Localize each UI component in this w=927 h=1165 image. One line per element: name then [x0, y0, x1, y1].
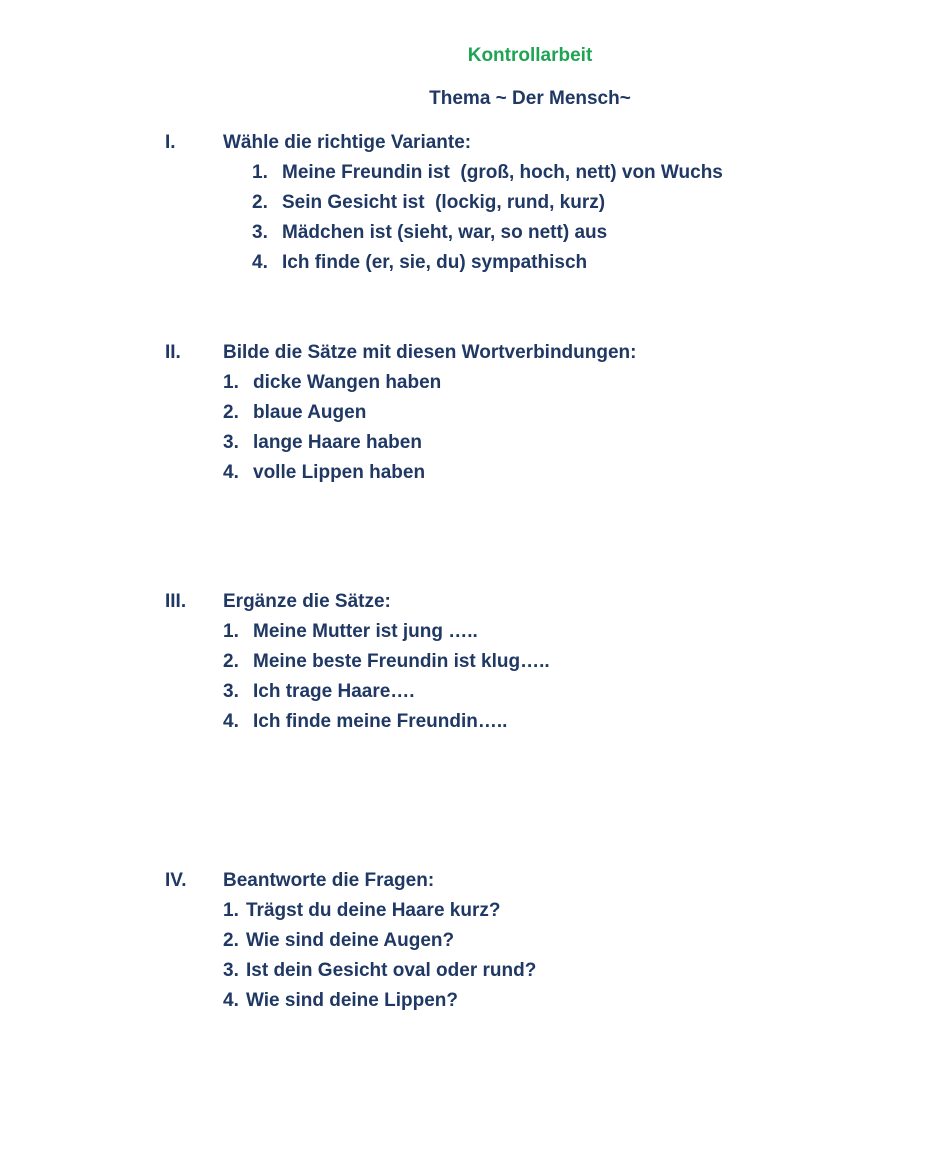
list-item — [223, 428, 441, 458]
page-title: Kontrollarbeit — [467, 45, 593, 66]
item-text: Meine beste Freundin ist klug….. — [253, 651, 550, 672]
section-numeral: I. — [165, 132, 176, 153]
item-text: Trägst du deine Haare kurz? — [246, 900, 501, 921]
list-item — [223, 617, 550, 647]
list-item — [223, 986, 536, 1016]
section-item-list — [223, 368, 441, 488]
item-number: 2. — [223, 402, 239, 423]
section-item-list — [223, 896, 536, 1016]
list-item — [223, 926, 536, 956]
list-item — [223, 707, 550, 737]
item-number: 2. — [223, 930, 239, 951]
list-item — [252, 188, 723, 218]
list-item — [252, 158, 723, 188]
section-item-list — [252, 158, 723, 278]
item-text: volle Lippen haben — [253, 462, 426, 483]
section-numeral: IV. — [165, 870, 187, 891]
list-item — [223, 677, 550, 707]
section-heading: Bilde die Sätze mit diesen Wortverbindungen: — [223, 342, 637, 363]
item-number: 1. — [223, 900, 239, 921]
section-numeral: III. — [165, 591, 187, 612]
item-number: 2. — [252, 192, 268, 213]
item-number: 3. — [223, 432, 239, 453]
section-heading: Beantworte die Fragen: — [223, 870, 435, 891]
item-text: Mädchen ist (sieht, war, so nett) aus — [282, 222, 608, 243]
item-text: Wie sind deine Lippen? — [246, 990, 459, 1011]
item-number: 3. — [252, 222, 268, 243]
item-text: Wie sind deine Augen? — [246, 930, 455, 951]
section-item-list — [223, 617, 550, 737]
item-text: Meine Mutter ist jung ….. — [253, 621, 478, 642]
item-text: Ich finde meine Freundin….. — [253, 711, 508, 732]
item-text: lange Haare haben — [253, 432, 422, 453]
item-number: 4. — [252, 252, 268, 273]
list-item — [223, 896, 536, 926]
list-item — [223, 368, 441, 398]
list-item — [252, 248, 723, 278]
item-text: Ich trage Haare…. — [253, 681, 415, 702]
item-number: 1. — [252, 162, 268, 183]
item-text: Sein Gesicht ist (lockig, rund, kurz) — [282, 192, 606, 213]
section-heading: Wähle die richtige Variante: — [223, 132, 472, 153]
section-heading: Ergänze die Sätze: — [223, 591, 391, 612]
list-item — [252, 218, 723, 248]
page-subtitle: Thema ~ Der Mensch~ — [429, 88, 631, 109]
item-text: Ich finde (er, sie, du) sympathisch — [282, 252, 588, 273]
item-number: 4. — [223, 711, 239, 732]
list-item — [223, 647, 550, 677]
list-item — [223, 398, 441, 428]
item-number: 1. — [223, 621, 239, 642]
list-item — [223, 458, 441, 488]
item-number: 4. — [223, 462, 239, 483]
item-number: 2. — [223, 651, 239, 672]
item-text: blaue Augen — [253, 402, 367, 423]
section-numeral: II. — [165, 342, 181, 363]
item-text: dicke Wangen haben — [253, 372, 442, 393]
item-text: Meine Freundin ist (groß, hoch, nett) von Wuchs — [282, 162, 723, 183]
item-number: 1. — [223, 372, 239, 393]
item-number: 4. — [223, 990, 239, 1011]
list-item — [223, 956, 536, 986]
item-text: Ist dein Gesicht oval oder rund? — [246, 960, 537, 981]
item-number: 3. — [223, 681, 239, 702]
item-number: 3. — [223, 960, 239, 981]
